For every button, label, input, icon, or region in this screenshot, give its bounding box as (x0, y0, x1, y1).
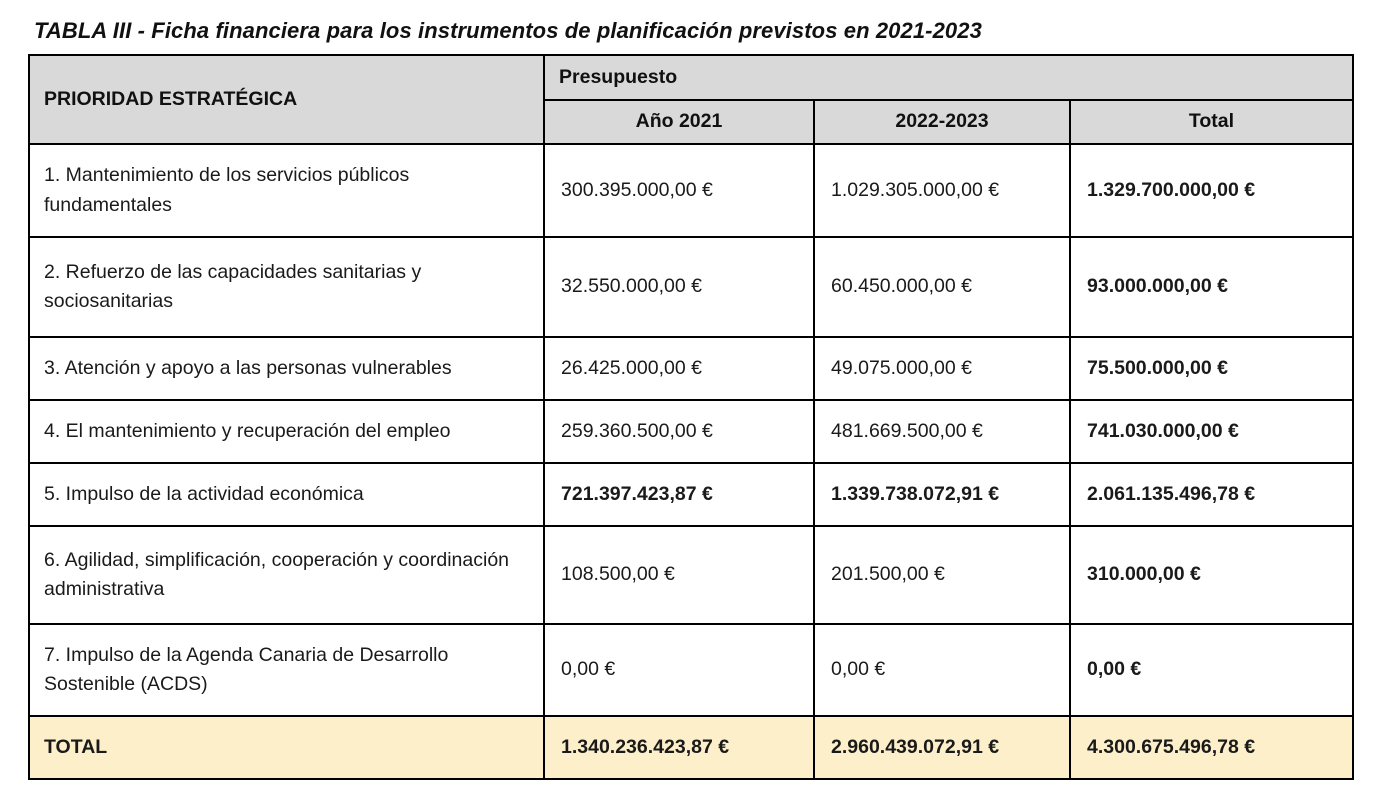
value-2022-2023: 49.075.000,00 € (814, 337, 1070, 400)
value-total: 741.030.000,00 € (1070, 400, 1353, 463)
total-row (29, 716, 1353, 779)
value-2021: 32.550.000,00 € (544, 237, 814, 337)
value-2021: 0,00 € (544, 624, 814, 716)
value-2022-2023: 481.669.500,00 € (814, 400, 1070, 463)
header-prioridad-estrategica: PRIORIDAD ESTRATÉGICA (29, 55, 544, 144)
table-row (29, 237, 1353, 337)
value-2022-2023: 1.029.305.000,00 € (814, 144, 1070, 237)
value-total: 1.329.700.000,00 € (1070, 144, 1353, 237)
financial-table (28, 54, 1354, 780)
table-row (29, 624, 1353, 716)
row-label: 6. Agilidad, simplificación, cooperación y coordinación administrativa (29, 526, 544, 624)
row-label: 2. Refuerzo de las capacidades sanitarias y sociosanitarias (29, 237, 544, 337)
value-2021: 108.500,00 € (544, 526, 814, 624)
row-label: 1. Mantenimiento de los servicios públicos fundamentales (29, 144, 544, 237)
value-total: 310.000,00 € (1070, 526, 1353, 624)
table-row (29, 337, 1353, 400)
row-label: 3. Atención y apoyo a las personas vulnerables (29, 337, 544, 400)
table-row (29, 400, 1353, 463)
table-row (29, 144, 1353, 237)
value-2021: 721.397.423,87 € (544, 463, 814, 526)
table-title: TABLA III - Ficha financiera para los instrumentos de planificación previstos en 2021-2023 (34, 18, 982, 43)
row-label: 5. Impulso de la actividad económica (29, 463, 544, 526)
value-2021: 300.395.000,00 € (544, 144, 814, 237)
row-label: 4. El mantenimiento y recuperación del empleo (29, 400, 544, 463)
table-row (29, 463, 1353, 526)
value-total: 0,00 € (1070, 624, 1353, 716)
header-presupuesto: Presupuesto (544, 55, 1353, 100)
total-value-total: 4.300.675.496,78 € (1070, 716, 1353, 779)
total-value-2022-2023: 2.960.439.072,91 € (814, 716, 1070, 779)
value-total: 2.061.135.496,78 € (1070, 463, 1353, 526)
table-row (29, 526, 1353, 624)
header-2022-2023: 2022-2023 (814, 100, 1070, 144)
header-row-group (29, 55, 1353, 100)
header-total: Total (1070, 100, 1353, 144)
value-2022-2023: 201.500,00 € (814, 526, 1070, 624)
value-2021: 26.425.000,00 € (544, 337, 814, 400)
value-2022-2023: 60.450.000,00 € (814, 237, 1070, 337)
total-value-2021: 1.340.236.423,87 € (544, 716, 814, 779)
value-total: 93.000.000,00 € (1070, 237, 1353, 337)
value-2021: 259.360.500,00 € (544, 400, 814, 463)
value-2022-2023: 0,00 € (814, 624, 1070, 716)
row-label: 7. Impulso de la Agenda Canaria de Desarrollo Sostenible (ACDS) (29, 624, 544, 716)
total-row-label: TOTAL (29, 716, 544, 779)
value-2022-2023: 1.339.738.072,91 € (814, 463, 1070, 526)
header-ano-2021: Año 2021 (544, 100, 814, 144)
value-total: 75.500.000,00 € (1070, 337, 1353, 400)
